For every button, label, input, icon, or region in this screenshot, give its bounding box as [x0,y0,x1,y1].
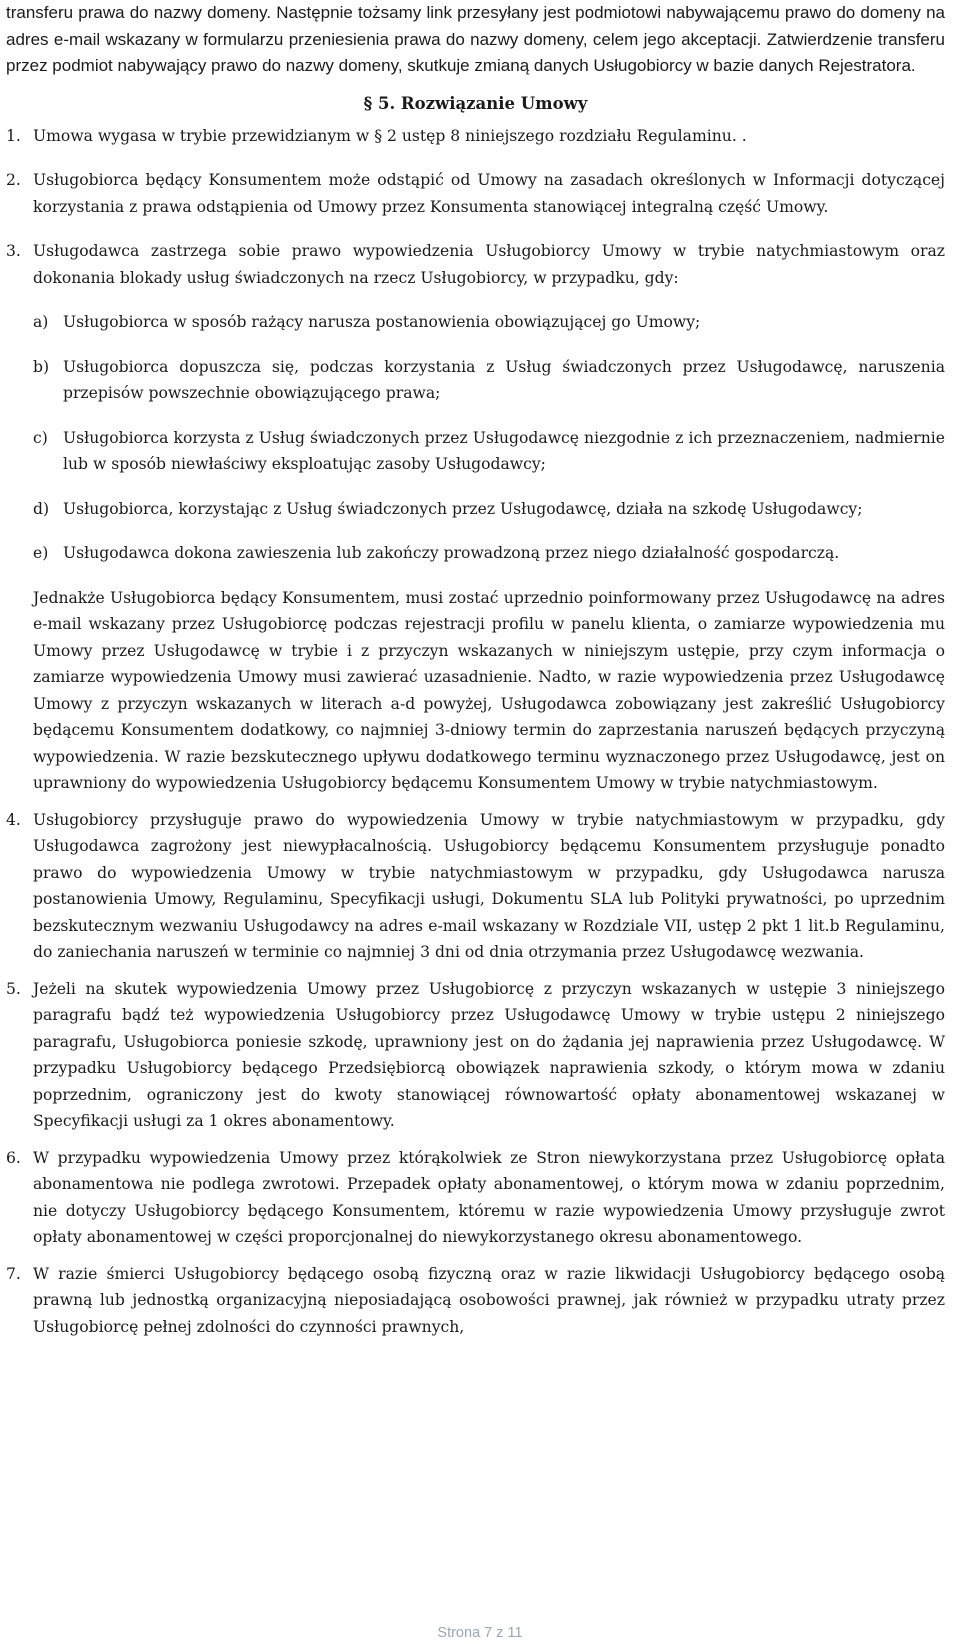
list-item-text: Jeżeli na skutek wypowiedzenia Umowy przez Usługobiorcę z przyczyn wskazanych w ustępie 3 niniejszego paragrafu bądź też wypowiedzenia Usługobiorcy przez Usługodawcę Umowy w trybie ustępu 2 niniejszego paragrafu, Usługobiorca poniesie szkodę, uprawniony jest on do żądania jej naprawienia przez Usługodawcę. W przypadku Usługobiorcy będącego Przedsiębiorcą obowiązek naprawienia szkody, o którym mowa w zdaniu poprzednim, ograniczony jest do kwoty stanowiącej równowartość opłaty abonamentowej wskazanej w Specyfikacji usługi za 1 okres abonamentowy. [33,979,945,1130]
sub-item-text: Usługodawca dokona zawieszenia lub zakończy prowadzoną przez niego działalność gospodarczą. [63,544,840,562]
sub-item-letter: c) [33,428,48,447]
sub-item-c [33,425,945,478]
list-item-2 [6,167,945,220]
sub-item-letter: b) [33,357,50,376]
list-item-6 [6,1145,945,1251]
sub-item-text: Usługobiorca korzysta z Usług świadczonych przez Usługodawcę niezgodnie z ich przeznaczeniem, nadmiernie lub w sposób niewłaściwy eksploatując zasoby Usługodawcy; [63,428,945,473]
list-item-number: 7. [6,1264,21,1283]
sub-item-d [33,496,945,523]
sub-item-e [33,540,945,567]
list-item-3 [6,238,945,291]
sub-item-letter: d) [33,499,50,518]
list-item-text: Usługobiorcy przysługuje prawo do wypowiedzenia Umowy w trybie natychmiastowym w przypadku, gdy Usługodawca zagrożony jest niewypłacalnością. Usługobiorcy będącemu Konsumentem przysługuje ponadto prawo do wypowiedzenia Umowy w trybie natychmiastowym w przypadku, gdy Usługodawca narusza postanowienia Umowy, Regulaminu, Specyfikacji usługi, Dokumentu SLA lub Polityki prywatności, po uprzednim bezskutecznym wezwaniu Usługodawcy na adres e-mail wskazany w Rozdziale VII, ustęp 2 pkt 1 lit.b Regulaminu, do zaniechania naruszeń w terminie co najmniej 3 dni od dnia otrzymania przez Usługodawcę wezwania. [33,810,945,961]
list-item-7 [6,1261,945,1341]
page-number-footer: Strona 7 z 11 [437,1625,523,1641]
sub-item-letter: a) [33,313,49,331]
list-item-number: 3. [6,242,21,260]
sub-item-text: Usługobiorca dopuszcza się, podczas korzystania z Usług świadczonych przez Usługodawcę, naruszenia przepisów powszechnie obowiązującego prawa; [63,357,945,402]
list-item-text: W przypadku wypowiedzenia Umowy przez którąkolwiek ze Stron niewykorzystana przez Usługobiorcę opłata abonamentowa nie podlega zwrotowi. Przepadek opłaty abonamentowej, o którym mowa w zdaniu poprzednim, nie dotyczy Usługobiorcy będącego Konsumentem, któremu w razie wypowiedzenia Umowy przysługuje zwrot opłaty abonamentowej w części proporcjonalnej do niewykorzystanego okresu abonamentowego. [33,1148,945,1246]
sub-item-text: Usługobiorca w sposób rażący narusza postanowienia obowiązującej go Umowy; [63,313,701,331]
sub-item-a [33,309,945,336]
list-item-number: 1. [6,126,21,145]
section-heading: § 5. Rozwiązanie Umowy [363,93,588,113]
list-item-1 [6,123,945,150]
list-item-number: 5. [6,979,21,998]
list-item-text: Umowa wygasa w trybie przewidzianym w § 2 ustęp 8 niniejszego rozdziału Regulaminu. . [33,126,747,145]
list-item-4 [6,807,945,966]
list-item-text: Usługodawca zastrzega sobie prawo wypowiedzenia Usługobiorcy Umowy w trybie natychmiastowym oraz dokonania blokady usług świadczonych na rzecz Usługobiorcy, w przypadku, gdy: [33,242,945,287]
list-item-number: 6. [6,1148,21,1167]
intro-paragraph: transferu prawa do nazwy domeny. Następnie tożsamy link przesyłany jest podmiotowi nabywającemu prawo do domeny na adres e-mail wskazany w formularzu przeniesienia prawa do nazwy domeny, celem jego akceptacji. Zatwierdzenie transferu przez podmiot nabywający prawo do nazwy domeny, skutkuje zmianą danych Usługobiorcy w bazie danych Rejestratora. [6,3,945,75]
list-item-number: 4. [6,810,21,829]
sub-item-text: Usługobiorca, korzystając z Usług świadczonych przez Usługodawcę, działa na szkodę Usługodawcy; [63,499,863,518]
sub-item-b [33,354,945,407]
list-item-5 [6,976,945,1135]
list-item-text: Usługobiorca będący Konsumentem może odstąpić od Umowy na zasadach określonych w Informacji dotyczącej korzystania z prawa odstąpienia od Umowy przez Konsumenta stanowiącej integralną część Umowy. [33,171,945,216]
item-3-continuation: Jednakże Usługobiorca będący Konsumentem, musi zostać uprzednio poinformowany przez Usługodawcę na adres e-mail wskazany przez Usługobiorcę podczas rejestracji profilu w panelu klienta, o zamiarze wypowiedzenia mu Umowy przez Usługodawcę w trybie i z przyczyn wskazanych w niniejszym ustępie, przy czym informacja o zamiarze wypowiedzenia Umowy musi zawierać uzasadnienie. Nadto, w razie wypowiedzenia przez Usługodawcę Umowy z przyczyn wskazanych w literach a-d powyżej, Usługodawca zobowiązany jest zakreślić Usługobiorcy będącemu Konsumentem dodatkowy, co najmniej 3-dniowy termin do zaprzestania naruszeń będących przyczyną wypowiedzenia. W razie bezskutecznego upływu dodatkowego terminu wyznaczonego przez Usługodawcę, jest on uprawniony do wypowiedzenia Usługobiorcy będącemu Konsumentem Umowy w trybie natychmiastowym. [33,588,945,792]
sub-item-letter: e) [33,544,49,562]
list-item-text: W razie śmierci Usługobiorcy będącego osobą fizyczną oraz w razie likwidacji Usługobiorcy będącego osobą prawną lub jednostką organizacyjną nieposiadającą osobowości prawnej, jak również w przypadku utraty przez Usługobiorcę pełnej zdolności do czynności prawnych, [33,1264,945,1336]
list-item-number: 2. [6,171,21,189]
